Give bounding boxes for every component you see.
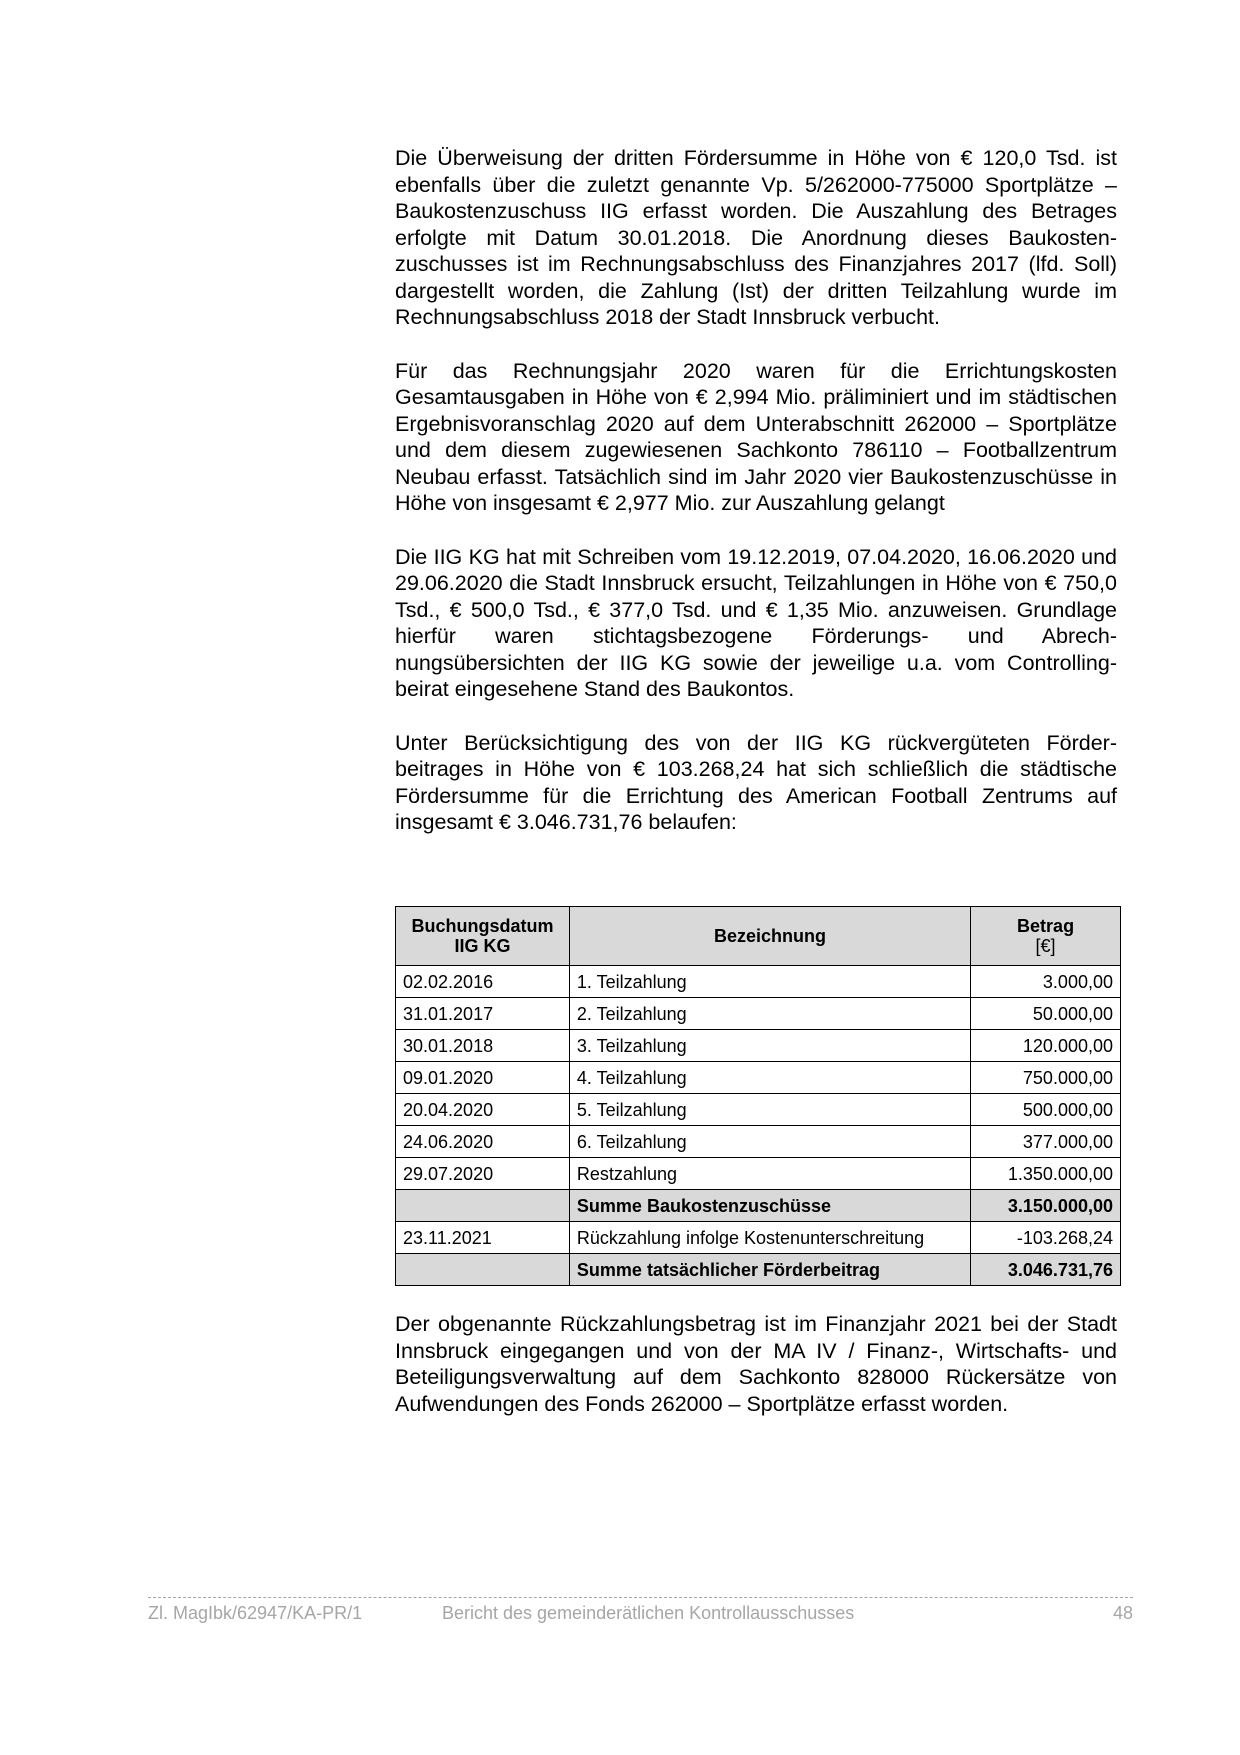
row-amount: 1.350.000,00 <box>971 1158 1121 1190</box>
closing-text <box>395 1311 1117 1444</box>
row-label: 2. Teilzahlung <box>569 998 970 1030</box>
header-description: Bezeichnung <box>569 907 970 966</box>
header-amount: Betrag [€] <box>971 907 1121 966</box>
row-date: 30.01.2018 <box>396 1030 570 1062</box>
total-label: Summe tatsächlicher Förderbeitrag <box>569 1254 970 1286</box>
row-date: 29.07.2020 <box>396 1158 570 1190</box>
row-date: 02.02.2016 <box>396 966 570 998</box>
row-amount: 3.000,00 <box>971 966 1121 998</box>
row-label: 4. Teilzahlung <box>569 1062 970 1094</box>
paragraph-4: Unter Berücksichtigung des von der IIG KG rückvergüteten Förder-beitrages in Höhe von € 103.268,24 hat sich schließlich die städtische Fördersumme für die Errichtung des American Football Zentrums auf insgesamt € 3.046.731,76 belaufen: <box>395 730 1117 834</box>
row-label: 6. Teilzahlung <box>569 1126 970 1158</box>
subtotal-label: Summe Baukostenzuschüsse <box>569 1190 970 1222</box>
subtotal-row <box>396 1190 1121 1222</box>
row-label: Restzahlung <box>569 1158 970 1190</box>
table-row <box>396 1030 1121 1062</box>
row-label: 3. Teilzahlung <box>569 1030 970 1062</box>
table-row <box>396 1126 1121 1158</box>
payments-table-container <box>395 906 1121 1286</box>
row-label: 1. Teilzahlung <box>569 966 970 998</box>
row-date: 24.06.2020 <box>396 1126 570 1158</box>
header-booking-date: Buchungsdatum IIG KG <box>396 907 570 966</box>
row-date: 20.04.2020 <box>396 1094 570 1126</box>
footer-reference: Zl. MagIbk/62947/KA-PR/1 <box>148 1603 363 1623</box>
table-row <box>396 1158 1121 1190</box>
row-label: 5. Teilzahlung <box>569 1094 970 1126</box>
subtotal-empty-cell <box>396 1190 570 1222</box>
total-amount: 3.046.731,76 <box>971 1254 1121 1286</box>
row-amount: 377.000,00 <box>971 1126 1121 1158</box>
total-row <box>396 1254 1121 1286</box>
row-amount: 500.000,00 <box>971 1094 1121 1126</box>
refund-amount: -103.268,24 <box>971 1222 1121 1254</box>
row-date: 31.01.2017 <box>396 998 570 1030</box>
refund-label: Rückzahlung infolge Kostenunterschreitung <box>569 1222 970 1254</box>
payments-table <box>395 906 1121 1286</box>
page-number: 48 <box>1112 1603 1133 1623</box>
refund-date: 23.11.2021 <box>396 1222 570 1254</box>
row-amount: 50.000,00 <box>971 998 1121 1030</box>
table-row <box>396 1062 1121 1094</box>
total-empty-cell <box>396 1254 570 1286</box>
table-header-row <box>396 907 1121 966</box>
row-date: 09.01.2020 <box>396 1062 570 1094</box>
body-text <box>395 145 1117 863</box>
paragraph-3: Die IIG KG hat mit Schreiben vom 19.12.2019, 07.04.2020, 16.06.2020 und 29.06.2020 die Stadt Innsbruck ersucht, Teilzahlungen in Höhe von € 750,0 Tsd., € 500,0 Tsd., € 377,0 Tsd. und € 1,35 Mio. anzuweisen. Grundlage hierfür waren stichtagsbezogene Förderungs- und Abrech-nungsübersichten der IIG KG sowie der jeweilige u.a. vom Controlling-beirat eingesehene Stand des Baukontos. <box>395 544 1117 701</box>
table-row <box>396 1094 1121 1126</box>
table-row <box>396 966 1121 998</box>
row-amount: 120.000,00 <box>971 1030 1121 1062</box>
paragraph-1: Die Überweisung der dritten Fördersumme in Höhe von € 120,0 Tsd. ist ebenfalls über die zuletzt genannte Vp. 5/262000-775000 Sportplätze – Baukostenzuschuss IIG erfasst worden. Die Auszahlung des Betrages erfolgte mit Datum 30.01.2018. Die Anordnung dieses Baukosten-zuschusses ist im Rechnungsabschluss des Finanzjahres 2017 (lfd. Soll) dargestellt worden, die Zahlung (Ist) der dritten Teilzahlung wurde im Rechnungsabschluss 2018 der Stadt Innsbruck verbucht. <box>395 146 1117 329</box>
subtotal-amount: 3.150.000,00 <box>971 1190 1121 1222</box>
table-row <box>396 998 1121 1030</box>
paragraph-5: Der obgenannte Rückzahlungsbetrag ist im Finanzjahr 2021 bei der Stadt Innsbruck eingegangen und von der MA IV / Finanz-, Wirtschafts- und Beteiligungsverwaltung auf dem Sachkonto 828000 Rückersätze von Aufwendungen des Fonds 262000 – Sportplätze erfasst worden. <box>395 1312 1117 1416</box>
refund-row <box>396 1222 1121 1254</box>
footer-title: Bericht des gemeinderätlichen Kontrollausschusses <box>442 1603 855 1623</box>
row-amount: 750.000,00 <box>971 1062 1121 1094</box>
paragraph-2: Für das Rechnungsjahr 2020 waren für die Errichtungskosten Gesamtausgaben in Höhe von € 2,994 Mio. präliminiert und im städtischen Ergebnisvoranschlag 2020 auf dem Unterabschnitt 262000 – Sportplätze und dem diesem zugewiesenen Sachkonto 786110 – Footballzentrum Neubau erfasst. Tatsächlich sind im Jahr 2020 vier Baukostenzuschüsse in Höhe von insgesamt € 2,977 Mio. zur Auszahlung gelangt <box>395 358 1117 515</box>
footer-divider <box>148 1597 1133 1598</box>
